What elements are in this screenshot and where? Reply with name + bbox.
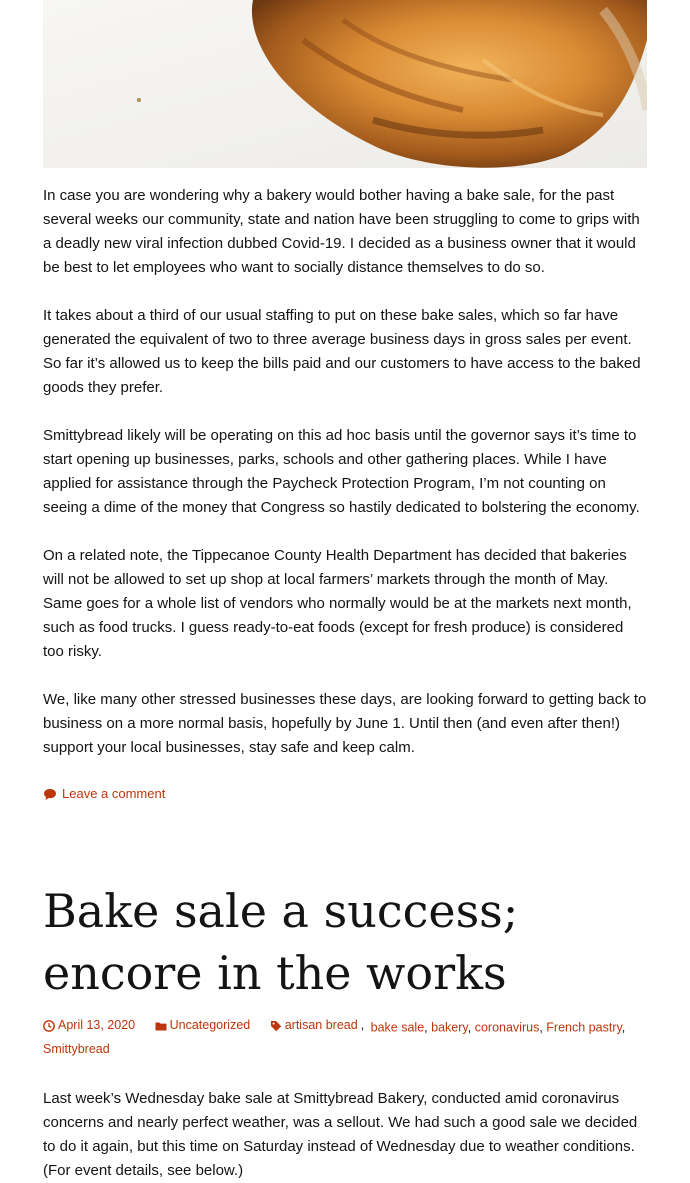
tag-link[interactable]: artisan bread	[284, 1018, 358, 1032]
tag-separator: ,	[424, 1020, 428, 1035]
tag-separator: ,	[539, 1020, 543, 1035]
comment-icon	[43, 788, 57, 801]
tag-link[interactable]: bake sale	[370, 1020, 425, 1035]
post-title[interactable]: Bake sale a success; encore in the works	[43, 884, 519, 1000]
tag-link[interactable]: coronavirus	[474, 1020, 540, 1035]
post-tags	[270, 1015, 371, 1036]
paragraph: We, like many other stressed businesses these days, are looking forward to getting back to business on a more normal basis, hopefully by June 1. Until then (and even after then!) support your local businesses, stay safe and keep calm.	[43, 691, 647, 756]
clock-icon	[43, 1020, 55, 1032]
tag-separator: ,	[621, 1020, 626, 1035]
leave-comment-link[interactable]	[43, 785, 165, 803]
article2-body	[43, 1087, 647, 1183]
tag-link[interactable]: bakery	[431, 1020, 468, 1035]
tag-separator: ,	[360, 1018, 365, 1032]
tag-icon	[270, 1020, 282, 1032]
paragraph: Smittybread likely will be operating on this ad hoc basis until the governor says it’s time to start opening up businesses, parks, schools and other gathering places. While I have applied for assistance through the Paycheck Protection Program, I’m not counting on seeing a dime of the money that Congress so hastily dedicated to bolstering the economy.	[43, 427, 640, 516]
folder-icon	[155, 1020, 167, 1032]
post-date-link[interactable]: April 13, 2020	[58, 1018, 136, 1032]
pastry-photo	[43, 0, 647, 168]
paragraph: It takes about a third of our usual staffing to put on these bake sales, which so far have generated the equivalent of two to three average business days in gross sales per event. So far it’s allowed us to keep the bills paid and our customers to have access to the baked goods they prefer.	[43, 307, 641, 396]
tag-link[interactable]: Smittybread	[43, 1041, 110, 1056]
paragraph: Last week’s Wednesday bake sale at Smittybread Bakery, conducted amid coronavirus concerns and nearly perfect weather, was a sellout. We had such a good sale we decided to do it again, but this time on Saturday instead of Wednesday due to weather conditions. (For event details, see below.)	[43, 1090, 638, 1179]
featured-image	[43, 0, 647, 168]
article-body	[43, 184, 647, 784]
paragraph: In case you are wondering why a bakery would bother having a bake sale, for the past several weeks our community, state and nation have been struggling to come to grips with a deadly new viral infection dubbed Covid-19. I decided as a business owner that it would be best to let employees who want to socially distance themselves to do so.	[43, 187, 640, 276]
leave-comment-label: Leave a comment	[62, 786, 166, 801]
paragraph: On a related note, the Tippecanoe County Health Department has decided that bakeries will not be allowed to set up shop at local farmers’ markets through the month of May. Same goes for a whole list of vendors who normally would be at the markets next month, such as food trucks. I guess ready-to-eat foods (except for fresh produce) is considered too risky.	[43, 547, 632, 660]
post-date[interactable]	[43, 1015, 135, 1036]
post-category[interactable]	[155, 1015, 251, 1036]
category-link[interactable]: Uncategorized	[169, 1018, 251, 1032]
tag-link[interactable]: French pastry	[546, 1020, 622, 1035]
tag-separator: ,	[467, 1020, 472, 1035]
entry-meta	[43, 1015, 647, 1060]
